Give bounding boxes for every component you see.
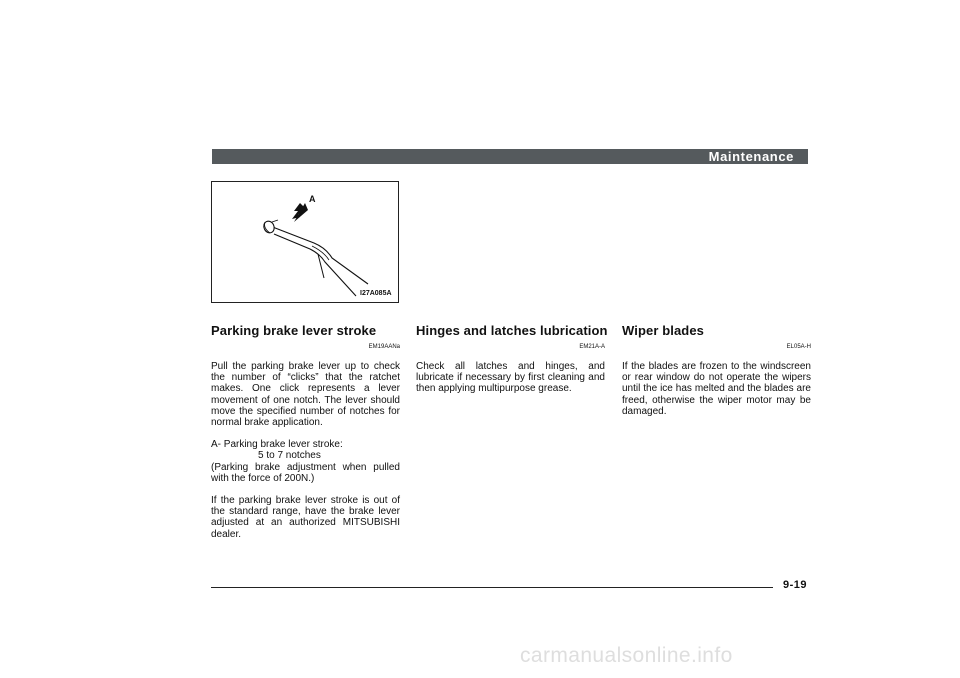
section-code: EM19AANa (368, 344, 400, 350)
figure-label-a: A (309, 194, 316, 204)
stroke-note: (Parking brake adjustment when pulled with the force of 200N.) (211, 461, 400, 484)
section-title: Hinges and latches lubrication (416, 323, 608, 338)
section-title: Wiper blades (622, 323, 704, 338)
stroke-label: A- Parking brake lever stroke: (211, 439, 343, 451)
page-section-title: Maintenance (708, 149, 794, 164)
paragraph: If the parking brake lever stroke is out of the standard range, have the brake lever adjusted at an authorized MITSUBISHI dealer. (211, 495, 400, 540)
brake-lever-drawing (212, 182, 400, 304)
section-title: Parking brake lever stroke (211, 323, 377, 338)
parking-brake-illustration (211, 181, 399, 303)
section-code: EM21A-A (579, 344, 605, 350)
paragraph: Pull the parking brake lever up to check the number of “clicks” that the ratchet makes. One click represents a lever movement of one notch. The lever should move the specified number of notches for normal brake application. (211, 361, 400, 429)
section-hinges-latches (416, 322, 608, 395)
page-number: 9-19 (783, 579, 808, 591)
section-wiper-blades (622, 322, 811, 417)
paragraph: Check all latches and hinges, and lubricate if necessary by first cleaning and then applying multipurpose grease. (416, 361, 605, 395)
figure-code: I27A085A (360, 290, 392, 297)
section-parking-brake (211, 322, 400, 540)
footer-rule (211, 587, 773, 588)
header-bar (212, 149, 808, 164)
stroke-value: 5 to 7 notches (258, 450, 321, 462)
watermark: carmanualsonline.info (520, 644, 733, 667)
section-code: EL05A-H (786, 344, 811, 350)
paragraph: If the blades are frozen to the windscreen or rear window do not operate the wipers until the ice has melted and the blades are freed, otherwise the wiper motor may be damaged. (622, 361, 811, 417)
